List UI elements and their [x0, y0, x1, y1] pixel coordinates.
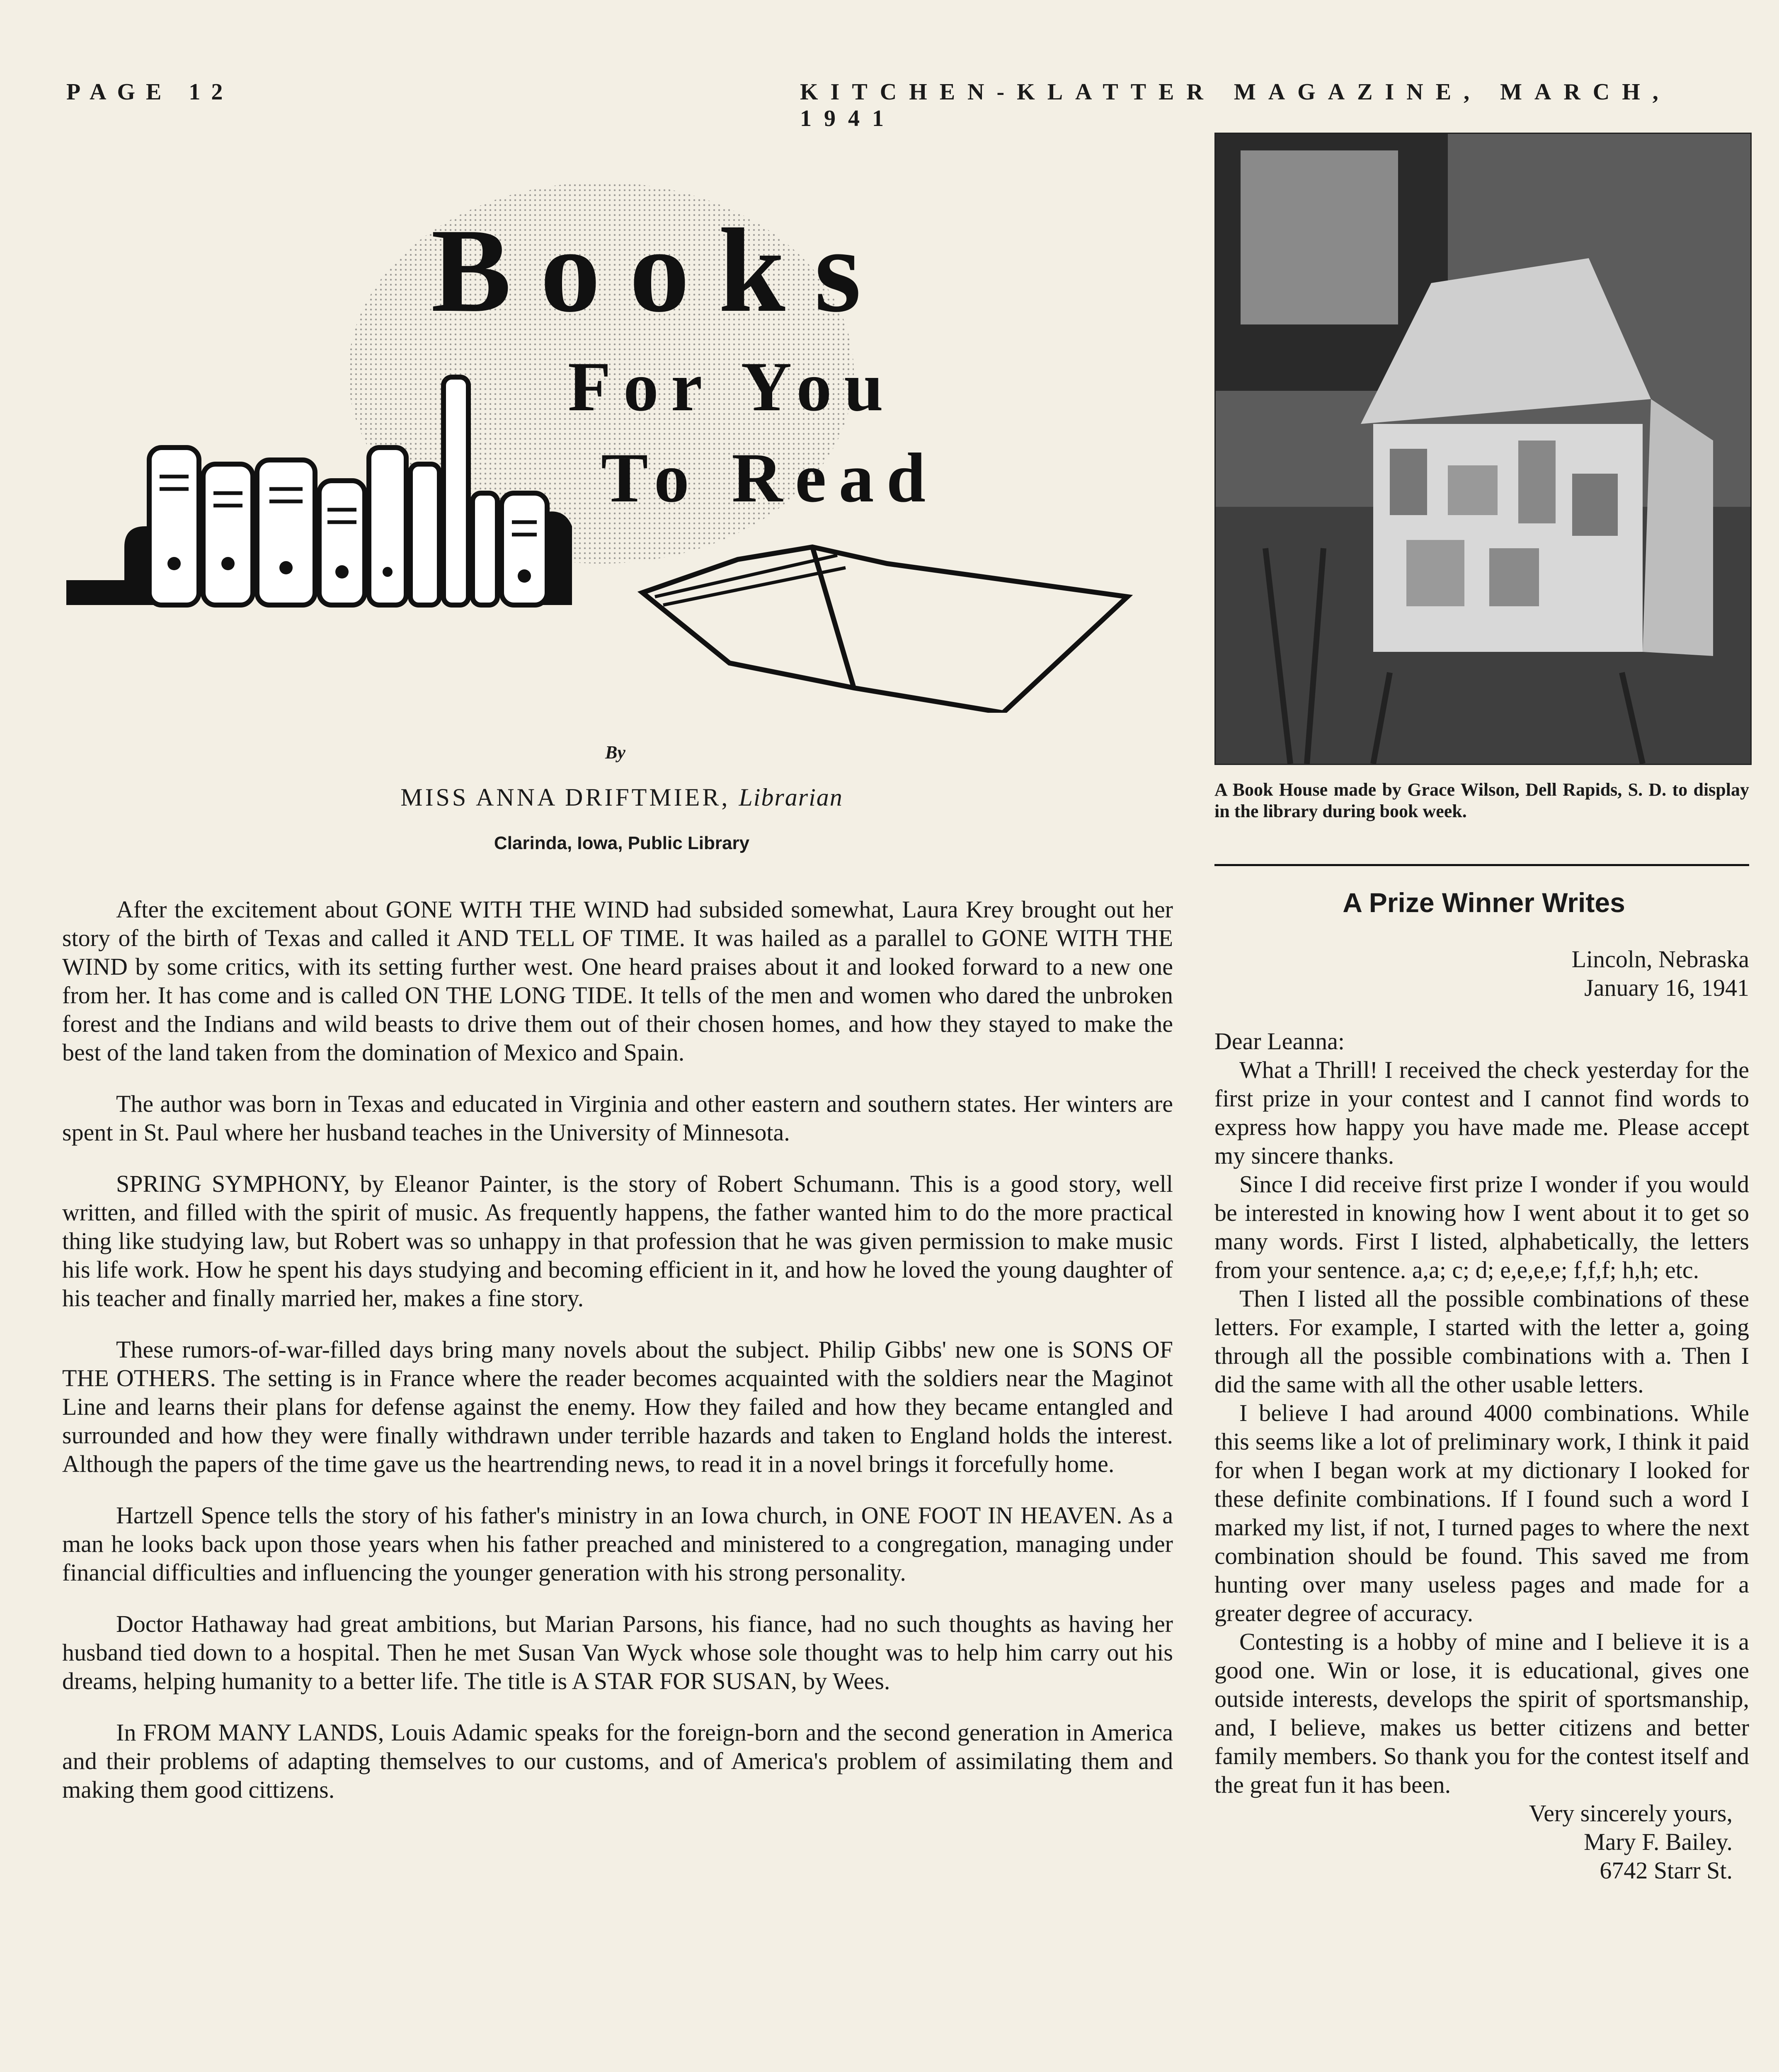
author-line — [323, 783, 920, 812]
book-house-photo-art — [1216, 134, 1750, 764]
letter-closing: Very sincerely yours, — [1529, 1800, 1733, 1827]
prize-letter — [1214, 945, 1749, 1885]
prize-letter-heading: A Prize Winner Writes — [1343, 887, 1625, 918]
photo-caption: A Book House made by Grace Wilson, Dell Rapids, S. D. to display in the library during book week. — [1214, 779, 1749, 821]
author-role: Librarian — [739, 784, 843, 811]
article-paragraph: SPRING SYMPHONY, by Eleanor Painter, is the story of Robert Schumann. This is a good story, well written, and filled with the spirit of music. As frequently happens, the father wanted him to do the more practical thing like studying law, but Robert was so unhappy in that profession that he was given permission to make music his life work. How he spent his days studying and becoming efficient in it, and how he loved the young daughter of his teacher and finally married her, makes a fine story. — [62, 1170, 1173, 1312]
letter-paragraph: I believe I had around 4000 combinations. While this seems like a lot of preliminary work, I think it paid for when I began work at my dictionary I looked for these definite combinations. If I found such a word I marked my list, if not, I turned pages to where the next combination should be found. This saved me from hunting over many useless pages and made for a greater degree of accuracy. — [1214, 1399, 1749, 1627]
open-book-shape — [642, 547, 1127, 713]
article-paragraph: After the excitement about GONE WITH THE WIND had subsided somewhat, Laura Krey brought out her story of the birth of Texas and called it AND TELL OF TIME. It was hailed as a parallel to GONE WITH THE WIND by some critics, with its setting further west. One heard praises about it and looked forward to a new one from her. It has come and is called ON THE LONG TIDE. It tells of the men and women who dared the unbroken forest and the Indians and wild beasts to drive them out of their chosen homes, and how they stayed to make the best of the land taken from the domination of Mexico and Spain. — [62, 896, 1173, 1066]
article-paragraph: These rumors-of-war-filled days bring many novels about the subject. Philip Gibbs' new one is SONS OF THE OTHERS. The setting is in France where the reader becomes acquainted with the soldiers near the Maginot Line and learns their plans for defense against the enemy. How they failed and how they became entangled and surrounded and how they were finally withdrawn under terrible hazards and taken to England holds the interest. Although the papers of the time gave us the heartrending news, to read it in a novel brings it forcefully home. — [62, 1336, 1173, 1477]
library-line: Clarinda, Iowa, Public Library — [494, 833, 750, 853]
letter-paragraph: What a Thrill! I received the check yesterday for the first prize in your contest and I cannot find words to express how happy you have made me. Please accept my sincere thanks. — [1214, 1056, 1749, 1169]
byline-by: By — [605, 742, 625, 762]
letter-city: Lincoln, Nebraska — [1571, 946, 1749, 973]
page-number: PAGE 12 — [66, 79, 234, 105]
book-house-photo — [1214, 133, 1752, 765]
magazine-header: KITCHEN-KLATTER MAGAZINE, MARCH, 1941 — [800, 79, 1671, 131]
letter-greeting: Dear Leanna: — [1214, 1028, 1345, 1055]
letter-signature: Mary F. Bailey. — [1584, 1828, 1733, 1855]
article-paragraph: The author was born in Texas and educated in Virginia and other eastern and southern states. Her winters are spent in St. Paul where her husband teaches in the University of Minnesota. — [62, 1090, 1173, 1146]
letter-address: 6742 Starr St. — [1600, 1857, 1733, 1884]
books-title-illustration — [66, 174, 1185, 713]
title-line-for-you: For You — [568, 348, 896, 426]
author-name: MISS ANNA DRIFTMIER, — [400, 784, 730, 811]
article-paragraph: Doctor Hathaway had great ambitions, but Marian Parsons, his fiance, had no such thoughts as having her husband tied down to a hospital. Then he met Susan Van Wyck whose sole thought was to help him carry out his dreams, helping humanity to a better life. The title is A STAR FOR SUSAN, by Wees. — [62, 1610, 1173, 1694]
title-line-books: Books — [431, 204, 890, 337]
letter-paragraph: Contesting is a hobby of mine and I believe it is a good one. Win or lose, it is educational, gives one outside interests, develops the spirit of sportsmanship, and, I believe, makes us better citizens and better family members. So thank you for the contest itself and the great fun it has been. — [1214, 1628, 1749, 1798]
letter-date: January 16, 1941 — [1584, 974, 1749, 1001]
article-paragraph: In FROM MANY LANDS, Louis Adamic speaks for the foreign-born and the second generation in America and their problems of adapting themselves to our customs, and of America's problem of assimilating them and making them good cittizens. — [62, 1719, 1173, 1803]
caption-divider — [1214, 864, 1749, 866]
article-body — [62, 895, 1173, 1827]
title-line-to-read: To Read — [601, 439, 938, 517]
letter-paragraph: Since I did receive first prize I wonder if you would be interested in knowing how I went about it to get so many words. First I listed, alphabetically, the letters from your sentence. a,a; c; d; e,e,e,e; f,f,f; h,h; etc. — [1214, 1171, 1749, 1283]
letter-paragraph: Then I listed all the possible combinations of these letters. For example, I started with the letter a, going through all the possible combinations with a. Then I did the same with all the other usable letters. — [1214, 1285, 1749, 1398]
article-paragraph: Hartzell Spence tells the story of his father's ministry in an Iowa church, in ONE FOOT IN HEAVEN. As a man he looks back upon those years when his father preached and ministered to a congregation, managing under financial difficulties and influencing the younger generation with his strong personality. — [62, 1502, 1173, 1586]
